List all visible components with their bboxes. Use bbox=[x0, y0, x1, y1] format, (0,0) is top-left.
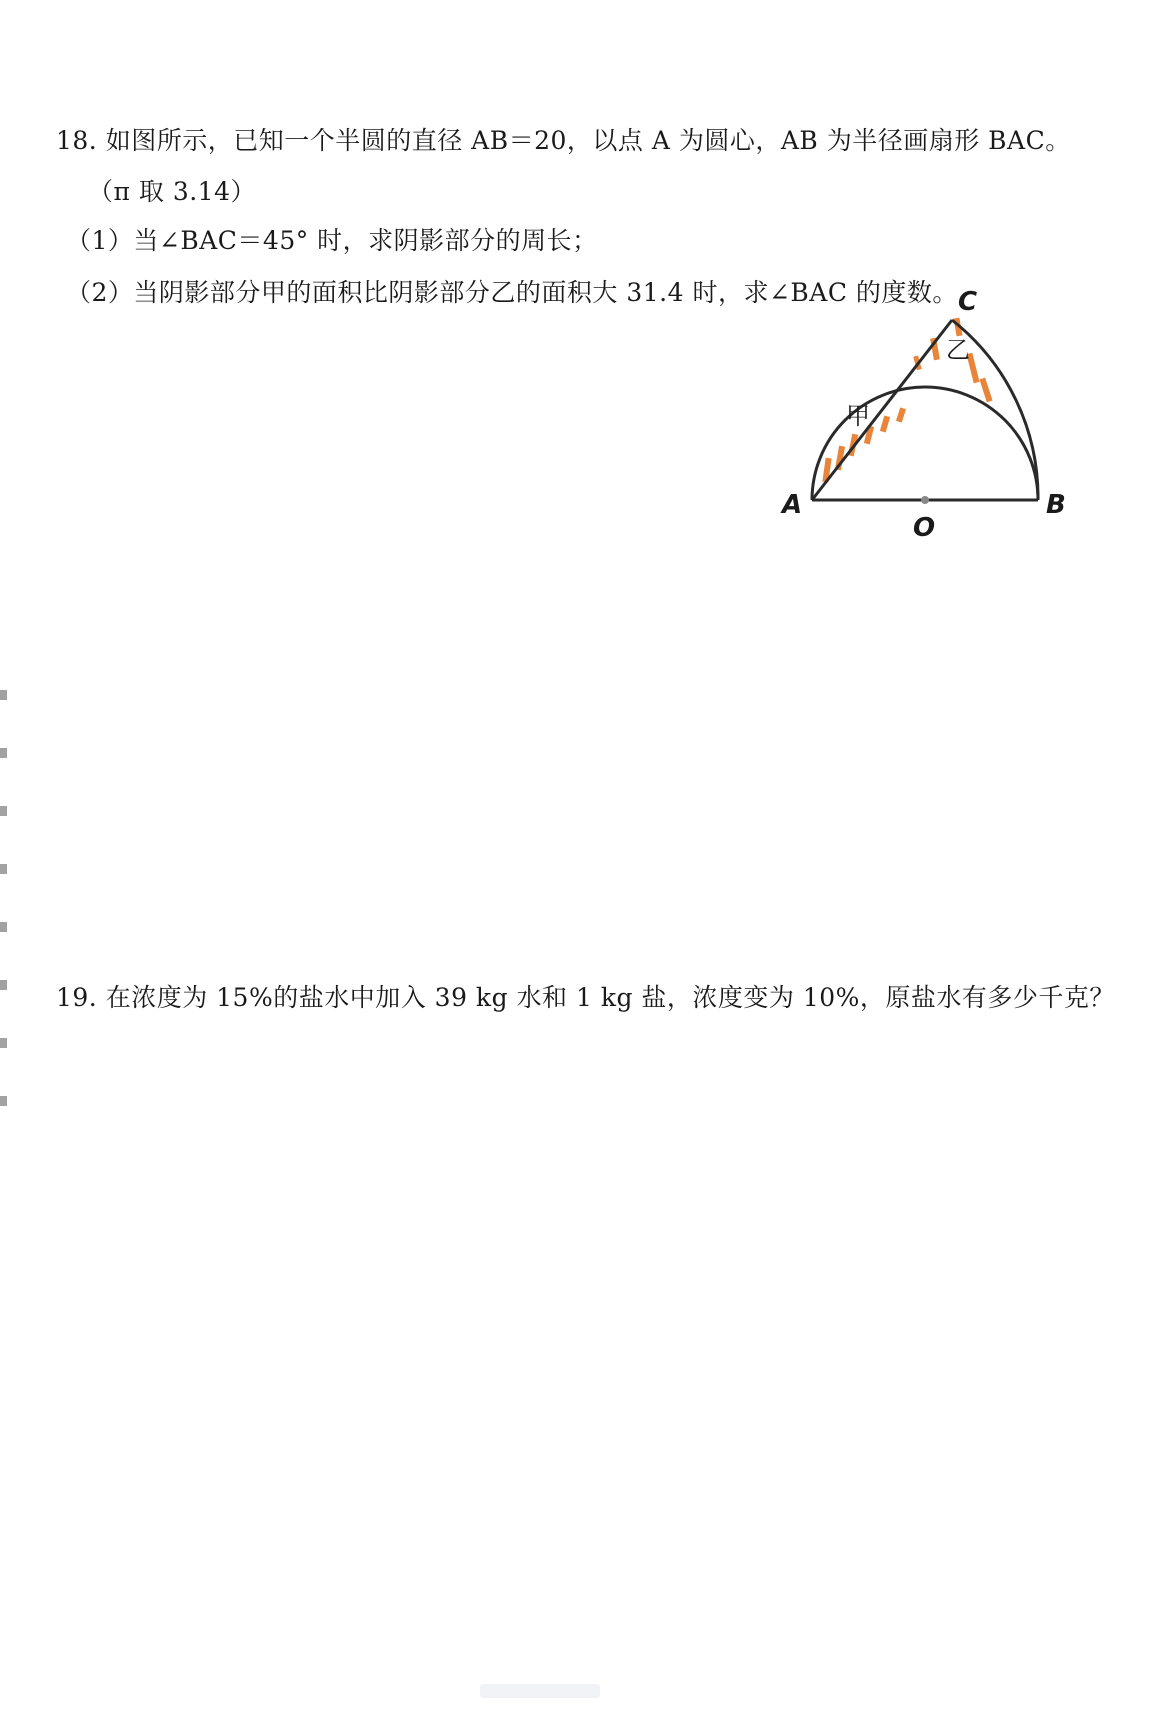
faint-watermark bbox=[480, 1684, 600, 1698]
label-a: A bbox=[782, 490, 803, 520]
label-o: O bbox=[913, 513, 936, 538]
binding-edge-marks bbox=[0, 690, 10, 1130]
question-19-text: 19. 在浓度为 15%的盐水中加入 39 kg 水和 1 kg 盐，浓度变为 10%，原盐水有多少千克？ bbox=[56, 983, 1115, 1012]
label-c: C bbox=[958, 287, 978, 317]
label-region-yi: 乙 bbox=[946, 336, 970, 364]
radius-ac bbox=[812, 320, 952, 500]
semicircle-sector-figure bbox=[780, 278, 1100, 538]
center-point-o bbox=[921, 496, 929, 504]
question-18-pi-note: （π 取 3.14） bbox=[88, 177, 256, 206]
label-b: B bbox=[1046, 490, 1066, 520]
label-region-jia: 甲 bbox=[846, 402, 870, 430]
question-18-text: 18. 如图所示，已知一个半圆的直径 AB＝20，以点 A 为圆心，AB 为半径画扇形 BAC。 bbox=[56, 126, 1071, 155]
question-18-part-2: （2）当阴影部分甲的面积比阴影部分乙的面积大 31.4 时，求∠BAC 的度数。 bbox=[66, 278, 958, 307]
question-18-part-1: （1）当∠BAC＝45° 时，求阴影部分的周长； bbox=[66, 226, 598, 255]
